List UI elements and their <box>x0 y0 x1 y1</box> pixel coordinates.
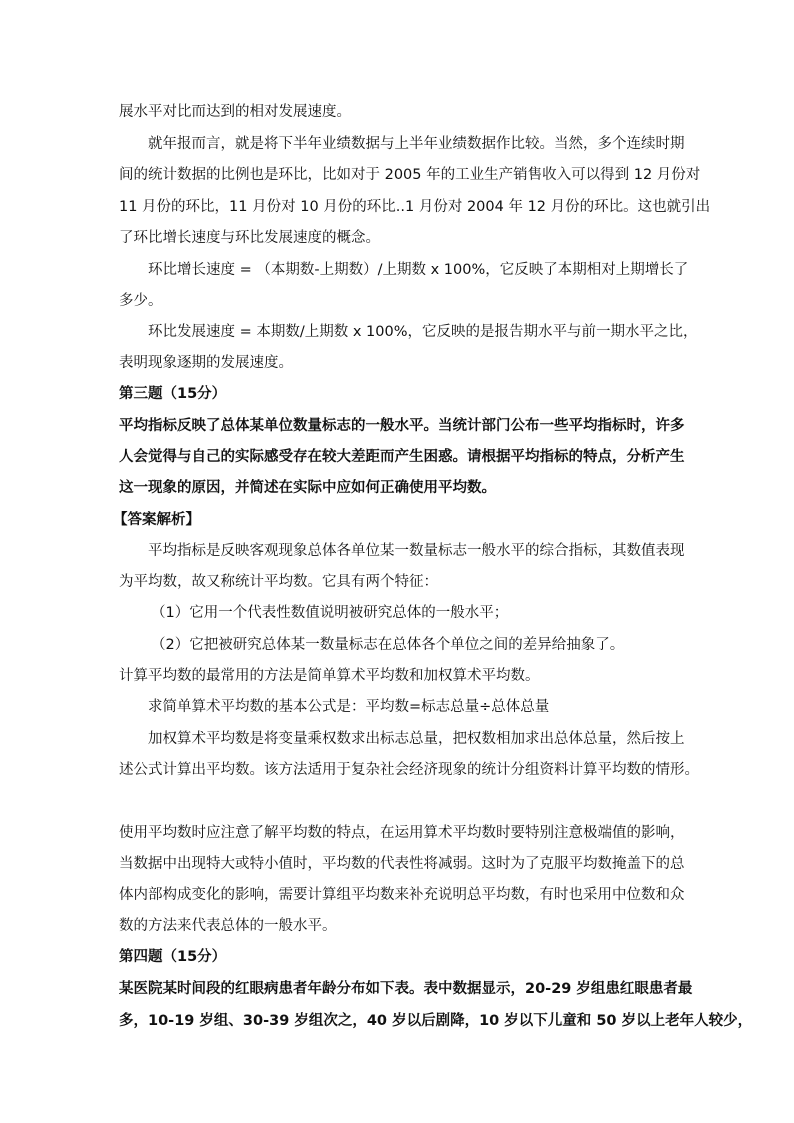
paragraph-line: 就年报而言，就是将下半年业绩数据与上半年业绩数据作比较。当然，多个连续时期 <box>148 136 685 152</box>
answer-heading: 【答案解析】 <box>113 512 200 528</box>
answer-line: 求简单算术平均数的基本公式是：平均数=标志总量÷总体总量 <box>148 699 550 715</box>
answer-list-item: （2）它把被研究总体某一数量标志在总体各个单位之间的差异给抽象了。 <box>151 637 625 653</box>
question-4-text: 多，10-19 岁组、30-39 岁组次之，40 岁以后剧降，10 岁以下儿童和 50 岁以上老年人较少， <box>119 1013 753 1029</box>
answer-list-item: （1）它用一个代表性数值说明被研究总体的一般水平； <box>151 605 509 621</box>
answer-line: 体内部构成变化的影响，需要计算组平均数来补充说明总平均数，有时也采用中位数和众 <box>119 887 685 903</box>
question-3-text: 这一现象的原因，并简述在实际中应如何正确使用平均数。 <box>119 480 496 496</box>
paragraph-line: 多少。 <box>119 293 163 309</box>
question-3-title: 第三题（15分） <box>119 386 227 402</box>
answer-line: 使用平均数时应注意了解平均数的特点，在运用算术平均数时要特别注意极端值的影响， <box>119 825 685 841</box>
answer-line: 平均指标是反映客观现象总体各单位某一数量标志一般水平的综合指标，其数值表现 <box>148 543 685 559</box>
paragraph-line: 展水平对比而达到的相对发展速度。 <box>119 104 351 120</box>
paragraph-line: 表明现象逐期的发展速度。 <box>119 355 293 371</box>
formula-line: 环比增长速度 = （本期数-上期数）/上期数 x 100%，它反映了本期相对上期增长了 <box>148 262 689 278</box>
answer-line: 计算平均数的最常用的方法是简单算术平均数和加权算术平均数。 <box>119 668 540 684</box>
paragraph-line: 11 月份的环比，11 月份对 10 月份的环比..1 月份对 2004 年 12 月份的环比。这也就引出 <box>119 199 711 215</box>
question-4-title: 第四题（15分） <box>119 949 227 965</box>
question-4-text: 某医院某时间段的红眼病患者年龄分布如下表。表中数据显示，20-29 岁组患红眼患者最 <box>119 981 693 997</box>
answer-line: 加权算术平均数是将变量乘权数求出标志总量，把权数相加求出总体总量，然后按上 <box>148 731 685 747</box>
answer-line: 数的方法来代表总体的一般水平。 <box>119 918 337 934</box>
paragraph-line: 间的统计数据的比例也是环比，比如对于 2005 年的工业生产销售收入可以得到 12 月份对 <box>119 167 701 183</box>
answer-line: 为平均数，故又称统计平均数。它具有两个特征： <box>119 574 438 590</box>
answer-line: 当数据中出现特大或特小值时，平均数的代表性将减弱。这时为了克服平均数掩盖下的总 <box>119 856 685 872</box>
answer-line: 述公式计算出平均数。该方法适用于复杂社会经济现象的统计分组资料计算平均数的情形。 <box>119 762 699 778</box>
question-3-text: 平均指标反映了总体某单位数量标志的一般水平。当统计部门公布一些平均指标时，许多 <box>119 418 685 434</box>
formula-line: 环比发展速度 = 本期数/上期数 x 100%，它反映的是报告期水平与前一期水平之比， <box>148 324 698 340</box>
question-3-text: 人会觉得与自己的实际感受存在较大差距而产生困惑。请根据平均指标的特点，分析产生 <box>119 449 685 465</box>
paragraph-line: 了环比增长速度与环比发展速度的概念。 <box>119 230 380 246</box>
